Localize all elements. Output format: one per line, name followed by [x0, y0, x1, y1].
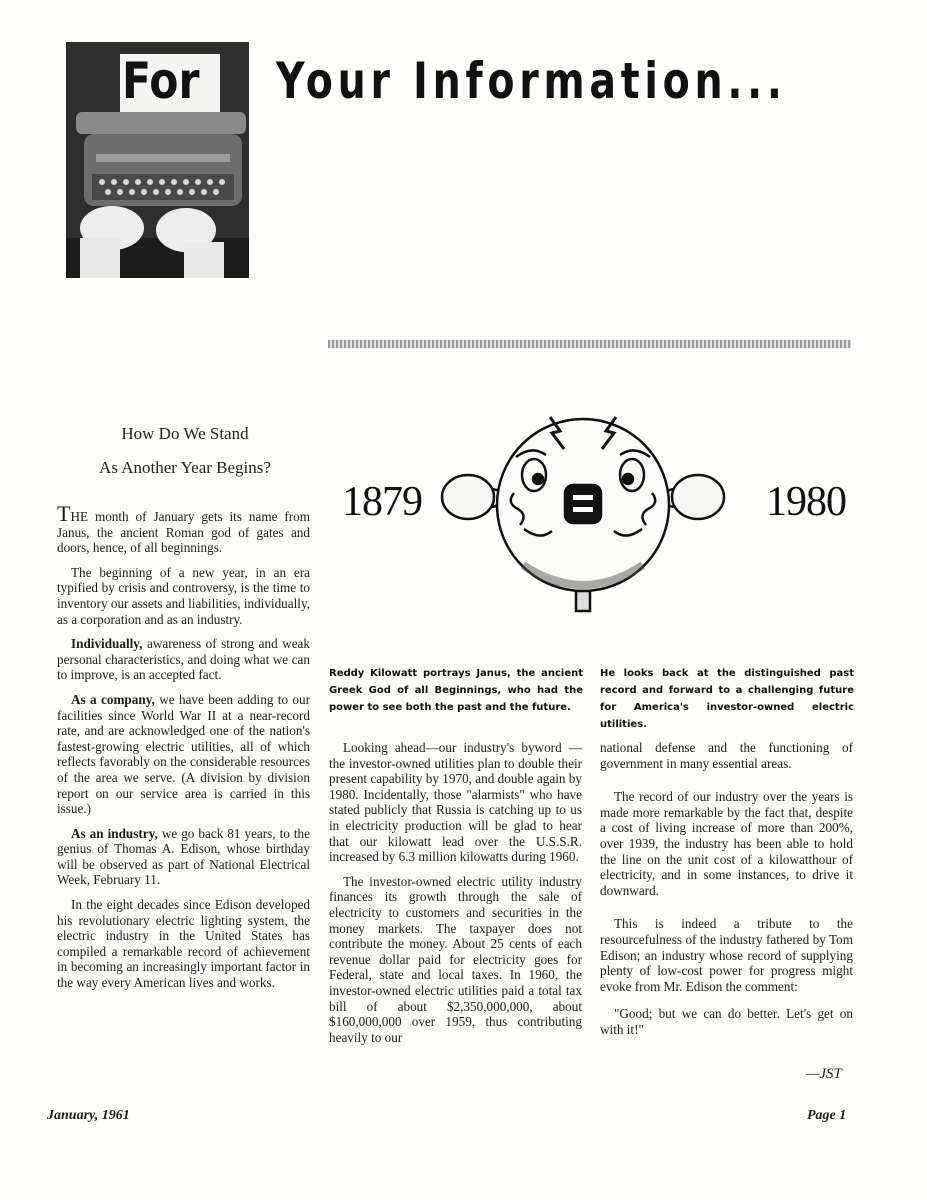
article-column-2 — [329, 740, 582, 1045]
article-column-1 — [57, 501, 310, 1000]
headline-your-information: Your Information... — [276, 52, 787, 110]
article-column-3 — [600, 740, 853, 1047]
headline-for: For — [122, 52, 200, 110]
col2-paragraph-2: The investor-owned electric utility industry finances its growth through the sale of electricity to customers and securities in the money markets. The taxpayer does not contribute the money. About 25 cents of each revenue dollar paid for electricity goes for Federal, state and local taxes. In 1960, the investor-owned electric utilities paid a total tax bill of about $2,350,000,000, about $160,000,000 over 1959, thus contributing heavily to our — [329, 873, 582, 1045]
paragraph-4-lead: As a company, — [71, 691, 155, 707]
year-left: 1879 — [342, 479, 422, 525]
article-title-line1: How Do We Stand — [121, 424, 249, 443]
drop-cap: T — [57, 501, 71, 526]
paragraph-3 — [57, 636, 310, 683]
paragraph-2: The beginning of a new year, in an era typified by crisis and controversy, is the time to inventory our assets and liabilities, individually, as a corporation and as an industry. — [57, 564, 310, 627]
caption-left: Reddy Kilowatt portrays Janus, the ancient Greek God of all Beginnings, who had the power to see both the past and the future. — [329, 668, 583, 713]
paragraph-1 — [57, 501, 310, 556]
paragraph-5-text: we go back 81 years, to the genius of Thomas A. Edison, whose birthday will be observed as part of National Electrical Week, February 11. — [57, 825, 310, 888]
footer-page-number: Page 1 — [807, 1108, 847, 1123]
col2-paragraph-1: Looking ahead—our industry's byword — the investor-owned utilities plan to double their present capability by 1970, and double again by 1980. Incidentally, those "alarmists" who have stated publicly that Russia is catching up to us in electricity production will be glad to hear that our kilowatt lead over the U.S.S.R. increased by 6.3 million kilowatts during 1960. — [329, 740, 582, 865]
paragraph-3-text: awareness of strong and weak personal characteristics, and doing what we can to improve, is an accepted fact. — [57, 636, 310, 683]
footer-date: January, 1961 — [47, 1108, 130, 1123]
col3-paragraph-1: national defense and the functioning of government in many essential areas. — [600, 740, 853, 771]
paragraph-1-text: HE month of January gets its name from Janus, the ancient Roman god of gates and doors, hence, of all beginnings. — [57, 509, 310, 556]
paragraph-6: In the eight decades since Edison developed his revolutionary electric lighting system, the electric industry in the United States has compiled a remarkable record of achievement in becoming an increasingly important factor in the way every American lives and works. — [57, 897, 310, 991]
col3-paragraph-3: This is indeed a tribute to the resourcefulness of the industry fathered by Tom Edison; an industry whose record of supplying plenty of low-cost power for progress might evoke from Mr. Edison the comment: — [600, 916, 853, 994]
paragraph-4-text: we have been adding to our facilities since World War II at a near-record rate, and are acknowledged one of the nation's fastest-growing electric utilities, all of which reflects favorably on the considerable resources of the area we serve. (A division by division report on our service area is carried in this issue.) — [57, 691, 310, 817]
paragraph-3-lead: Individually, — [71, 636, 143, 652]
reddy-kilowatt-janus-icon — [428, 405, 738, 620]
col3-paragraph-4: "Good; but we can do better. Let's get on with it!" — [600, 1006, 853, 1037]
decorative-rule — [328, 340, 851, 348]
paragraph-5-lead: As an industry, — [71, 825, 158, 841]
year-right: 1980 — [766, 479, 846, 525]
paragraph-4 — [57, 692, 310, 817]
caption-right: He looks back at the distinguished past record and forward to a challenging future for America's investor-owned electric utilities. — [600, 668, 854, 730]
signature: —JST — [806, 1066, 842, 1082]
col3-paragraph-2: The record of our industry over the years is made more remarkable by the fact that, despite a cost of living increase of more than 200%, over 1939, the industry has been able to hold the line on the unit cost of a kilowatthour of electricity, and in some instances, to drive it downward. — [600, 789, 853, 898]
paragraph-5 — [57, 826, 310, 888]
article-title-line2: As Another Year Begins? — [99, 458, 271, 477]
